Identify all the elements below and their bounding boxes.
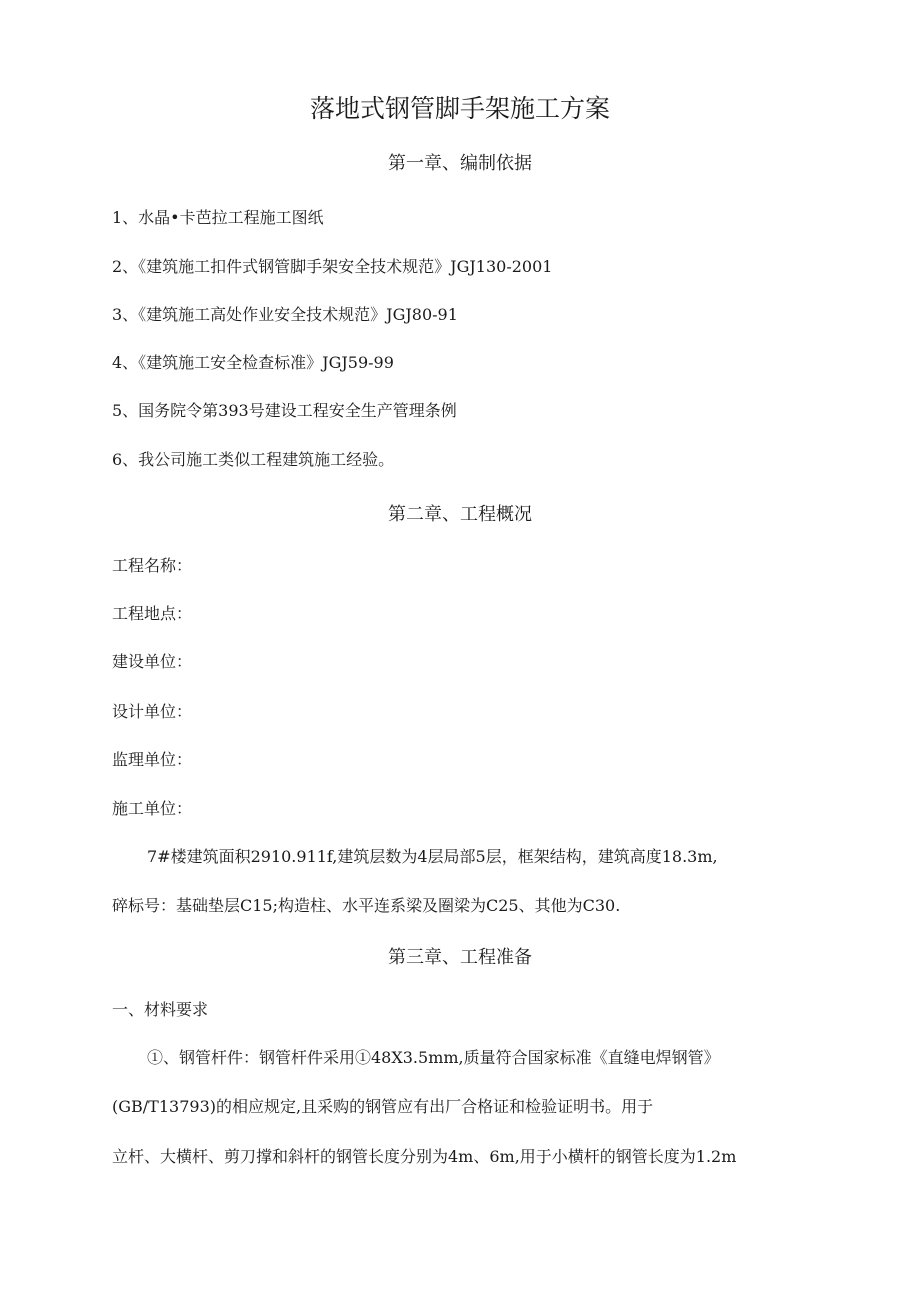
overview-paragraph-line-2: 碎标号：基础垫层C15;构造柱、水平连系梁及圈梁为C25、其他为C30.: [112, 896, 621, 915]
section-material-requirements: 一、材料要求: [112, 1000, 209, 1019]
material-paragraph-line-1: ①、钢管杆件：钢管杆件采用①48X3.5mm,质量符合国家标准《直缝电焊钢管》: [147, 1048, 720, 1067]
field-designer: 设计单位：: [112, 702, 193, 721]
basis-item-4: 4、《建筑施工安全检查标准》JGJ59-99: [112, 353, 394, 372]
material-paragraph-line-3: 立杆、大横杆、剪刀撑和斜杆的钢管长度分别为4m、6m,用于小横杆的钢管长度为1.2m: [112, 1147, 737, 1166]
field-project-location: 工程地点：: [112, 604, 193, 623]
chapter-3-heading: 第三章、工程准备: [388, 947, 532, 968]
overview-paragraph-line-1: 7#楼建筑面积2910.911f,建筑层数为4层局部5层，框架结构，建筑高度18.3m,: [147, 847, 718, 866]
chapter-1-heading: 第一章、编制依据: [388, 153, 532, 174]
basis-item-3: 3、《建筑施工高处作业安全技术规范》JGJ80-91: [112, 305, 458, 324]
field-client: 建设单位：: [112, 652, 193, 671]
field-project-name: 工程名称：: [112, 556, 193, 575]
field-supervisor: 监理单位：: [112, 750, 193, 769]
basis-item-1: 1、水晶•卡芭拉工程施工图纸: [112, 208, 324, 227]
field-contractor: 施工单位：: [112, 799, 193, 818]
basis-item-6: 6、我公司施工类似工程建筑施工经验。: [112, 450, 395, 469]
chapter-2-heading: 第二章、工程概况: [388, 504, 532, 525]
basis-item-2: 2、《建筑施工扣件式钢管脚手架安全技术规范》JGJ130-2001: [112, 257, 553, 276]
document-title: 落地式钢管脚手架施工方案: [309, 94, 610, 123]
basis-item-5: 5、国务院令第393号建设工程安全生产管理条例: [112, 401, 457, 420]
material-paragraph-line-2: (GB/T13793)的相应规定,且采购的钢管应有出厂合格证和检验证明书。用于: [112, 1097, 654, 1116]
